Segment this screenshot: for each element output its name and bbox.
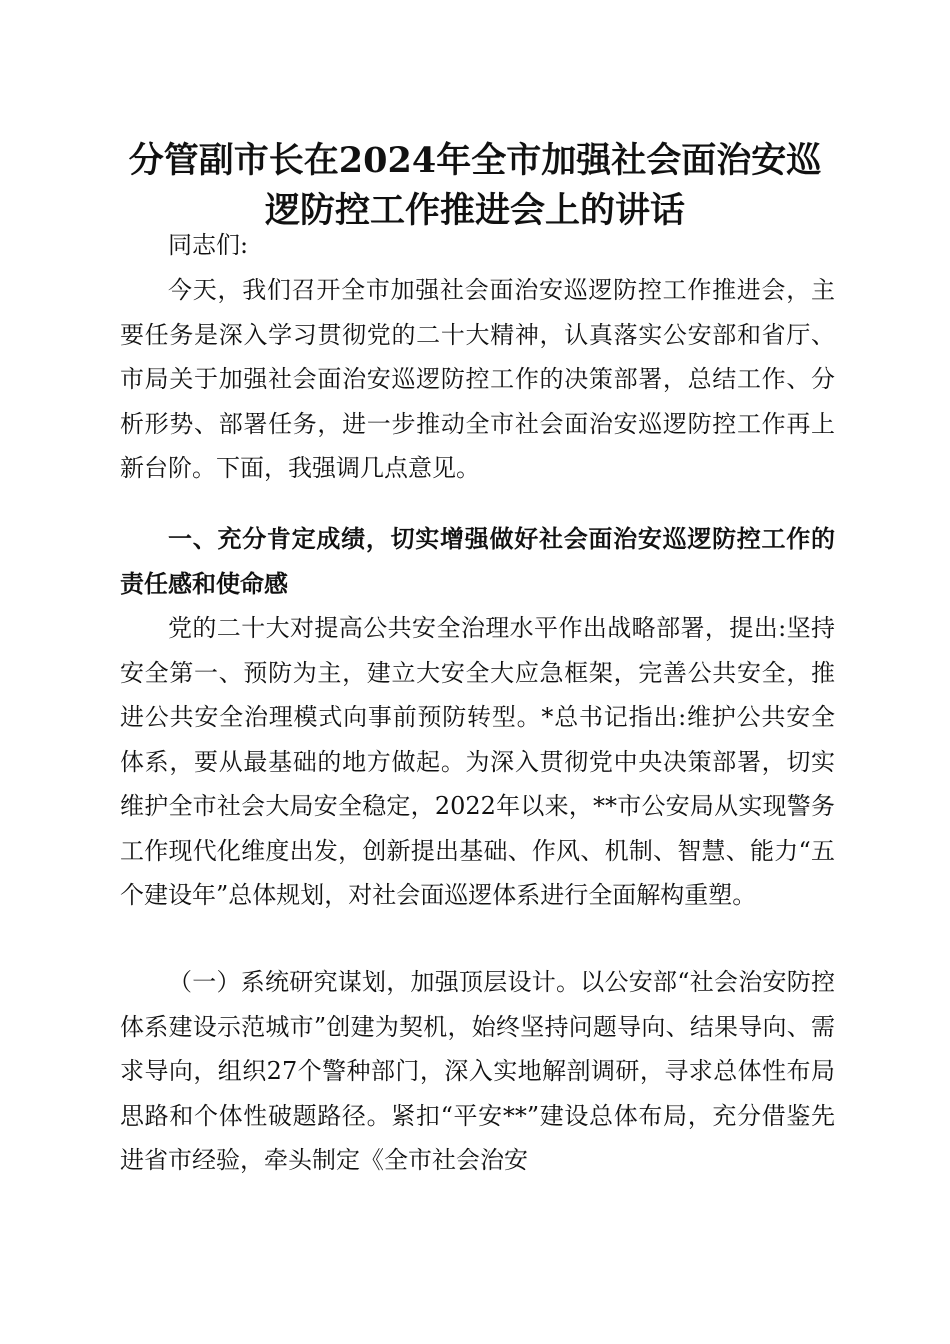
title-line-1: 分管副市长在2024年全市加强社会面治安巡 [128,140,822,181]
section-heading-1: 一、充分肯定成绩，切实增强做好社会面治安巡逻防控工作的责任感和使命感 [120,525,835,598]
salutation: 同志们: [168,231,249,259]
paragraph-section-1: 党的二十大对提高公共安全治理水平作出战略部署，提出:坚持安全第一、预防为主，建立大安全大应急框架，完善公共安全，推进公共安全治理模式向事前预防转型。*总书记指出:维护公共安全体系，要从最基础的地方做起。为深入贯彻党中央决策部署，切实维护全市社会大局安全稳定，2022年以来，**市公安局从实现警务工作现代化维度出发，创新提出基础、作风、机制、智慧、能力“五个建设年”总体规划，对社会面巡逻体系进行全面解构重塑。 [120,614,835,909]
document-title [90,136,860,236]
paragraph-intro: 今天，我们召开全市加强社会面治安巡逻防控工作推进会，主要任务是深入学习贯彻党的二十大精神，认真落实公安部和省厅、市局关于加强社会面治安巡逻防控工作的决策部署，总结工作、分析形势、部署任务，进一步推动全市社会面治安巡逻防控工作再上新台阶。下面，我强调几点意见。 [120,276,835,482]
title-line-2: 逻防控工作推进会上的讲话 [264,190,685,231]
paragraph-subsection-1: （一）系统研究谋划，加强顶层设计。以公安部“社会治安防控体系建设示范城市”创建为契机，始终坚持问题导向、结果导向、需求导向，组织27个警种部门，深入实地解剖调研，寻求总体性布局思路和个体性破题路径。紧扣“平安**”建设总体布局，充分借鉴先进省市经验，牵头制定《全市社会治安 [120,968,835,1174]
